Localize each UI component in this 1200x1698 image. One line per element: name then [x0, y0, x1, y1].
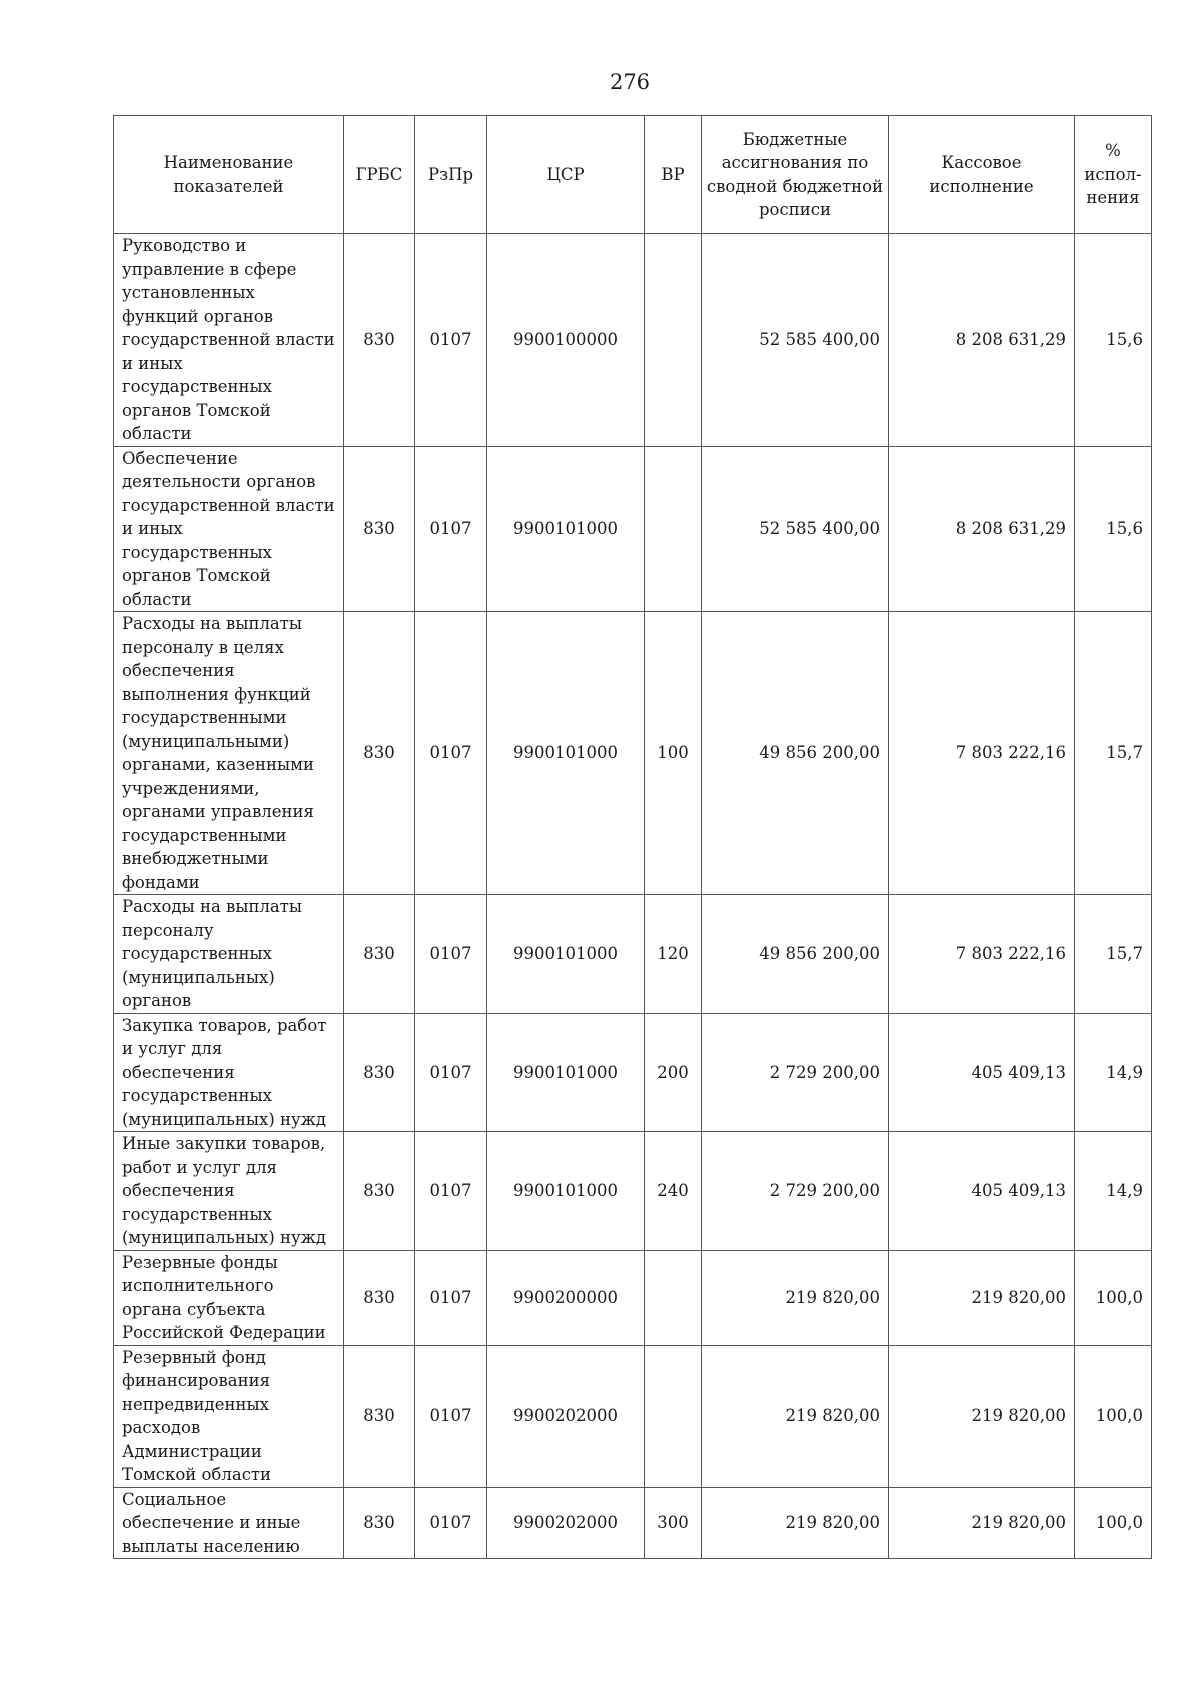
row-budget: 219 820,00 [702, 1250, 889, 1345]
header-rzpr: РзПр [415, 116, 487, 234]
row-csr: 9900101000 [487, 1013, 645, 1132]
row-grbs: 830 [344, 612, 415, 895]
row-rzpr: 0107 [415, 1345, 487, 1487]
row-rzpr: 0107 [415, 895, 487, 1014]
row-csr: 9900100000 [487, 234, 645, 447]
row-cash: 8 208 631,29 [889, 446, 1075, 612]
row-vr: 100 [645, 612, 702, 895]
row-name: Обеспечение деятельности органов государственной власти и иных государственных органов Томской области [114, 446, 344, 612]
row-budget: 52 585 400,00 [702, 446, 889, 612]
row-grbs: 830 [344, 1250, 415, 1345]
row-name: Иные закупки товаров, работ и услуг для обеспечения государственных (муниципальных) нужд [114, 1132, 344, 1251]
row-vr: 200 [645, 1013, 702, 1132]
row-vr: 120 [645, 895, 702, 1014]
row-vr [645, 1345, 702, 1487]
row-budget: 219 820,00 [702, 1487, 889, 1559]
row-vr [645, 234, 702, 447]
table-row [114, 234, 1152, 447]
row-cash: 219 820,00 [889, 1487, 1075, 1559]
table-row [114, 895, 1152, 1014]
row-rzpr: 0107 [415, 612, 487, 895]
header-csr: ЦСР [487, 116, 645, 234]
row-grbs: 830 [344, 1345, 415, 1487]
row-grbs: 830 [344, 1487, 415, 1559]
row-grbs: 830 [344, 1013, 415, 1132]
row-cash: 7 803 222,16 [889, 895, 1075, 1014]
row-csr: 9900101000 [487, 612, 645, 895]
row-rzpr: 0107 [415, 1132, 487, 1251]
row-cash: 405 409,13 [889, 1132, 1075, 1251]
row-name: Расходы на выплаты персоналу в целях обеспечения выполнения функций государственными (муниципальными) органами, казенными учреждениями, органами управления государственными внебюджетными фондами [114, 612, 344, 895]
budget-execution-table [113, 115, 1152, 1559]
row-vr [645, 1250, 702, 1345]
row-cash: 7 803 222,16 [889, 612, 1075, 895]
row-name: Резервные фонды исполнительного органа субъекта Российской Федерации [114, 1250, 344, 1345]
header-grbs: ГРБС [344, 116, 415, 234]
row-cash: 219 820,00 [889, 1250, 1075, 1345]
row-percent: 15,6 [1075, 234, 1152, 447]
row-rzpr: 0107 [415, 234, 487, 447]
table-row [114, 612, 1152, 895]
row-name: Расходы на выплаты персоналу государственных (муниципальных) органов [114, 895, 344, 1014]
row-name: Закупка товаров, работ и услуг для обеспечения государственных (муниципальных) нужд [114, 1013, 344, 1132]
row-name: Резервный фонд финансирования непредвиденных расходов Администрации Томской области [114, 1345, 344, 1487]
row-cash: 405 409,13 [889, 1013, 1075, 1132]
row-vr: 300 [645, 1487, 702, 1559]
row-vr: 240 [645, 1132, 702, 1251]
row-rzpr: 0107 [415, 1487, 487, 1559]
table-row [114, 1345, 1152, 1487]
header-name: Наименование показателей [114, 116, 344, 234]
page-number: 276 [609, 70, 651, 94]
row-rzpr: 0107 [415, 446, 487, 612]
row-grbs: 830 [344, 234, 415, 447]
row-percent: 100,0 [1075, 1345, 1152, 1487]
row-budget: 52 585 400,00 [702, 234, 889, 447]
row-budget: 219 820,00 [702, 1345, 889, 1487]
row-vr [645, 446, 702, 612]
row-percent: 100,0 [1075, 1250, 1152, 1345]
row-csr: 9900101000 [487, 1132, 645, 1251]
row-percent: 15,6 [1075, 446, 1152, 612]
row-csr: 9900101000 [487, 446, 645, 612]
table-header-row [114, 116, 1152, 234]
row-name: Руководство и управление в сфере установленных функций органов государственной власти и иных государственных органов Томской области [114, 234, 344, 447]
table-row [114, 1013, 1152, 1132]
row-csr: 9900101000 [487, 895, 645, 1014]
row-csr: 9900200000 [487, 1250, 645, 1345]
row-percent: 100,0 [1075, 1487, 1152, 1559]
table-row [114, 1132, 1152, 1251]
row-grbs: 830 [344, 895, 415, 1014]
row-budget: 49 856 200,00 [702, 895, 889, 1014]
table-row [114, 1250, 1152, 1345]
table-body [114, 234, 1152, 1559]
row-cash: 219 820,00 [889, 1345, 1075, 1487]
header-vr: ВР [645, 116, 702, 234]
row-percent: 15,7 [1075, 895, 1152, 1014]
row-budget: 2 729 200,00 [702, 1132, 889, 1251]
table-row [114, 1487, 1152, 1559]
row-name: Социальное обеспечение и иные выплаты населению [114, 1487, 344, 1559]
row-percent: 14,9 [1075, 1132, 1152, 1251]
header-budget: Бюджетные ассигнования по сводной бюджетной росписи [702, 116, 889, 234]
header-percent: % испол- нения [1075, 116, 1152, 234]
table-row [114, 446, 1152, 612]
row-csr: 9900202000 [487, 1345, 645, 1487]
row-grbs: 830 [344, 446, 415, 612]
row-rzpr: 0107 [415, 1013, 487, 1132]
row-percent: 14,9 [1075, 1013, 1152, 1132]
row-cash: 8 208 631,29 [889, 234, 1075, 447]
header-cash: Кассовое исполнение [889, 116, 1075, 234]
row-rzpr: 0107 [415, 1250, 487, 1345]
row-budget: 49 856 200,00 [702, 612, 889, 895]
row-budget: 2 729 200,00 [702, 1013, 889, 1132]
row-grbs: 830 [344, 1132, 415, 1251]
row-percent: 15,7 [1075, 612, 1152, 895]
row-csr: 9900202000 [487, 1487, 645, 1559]
